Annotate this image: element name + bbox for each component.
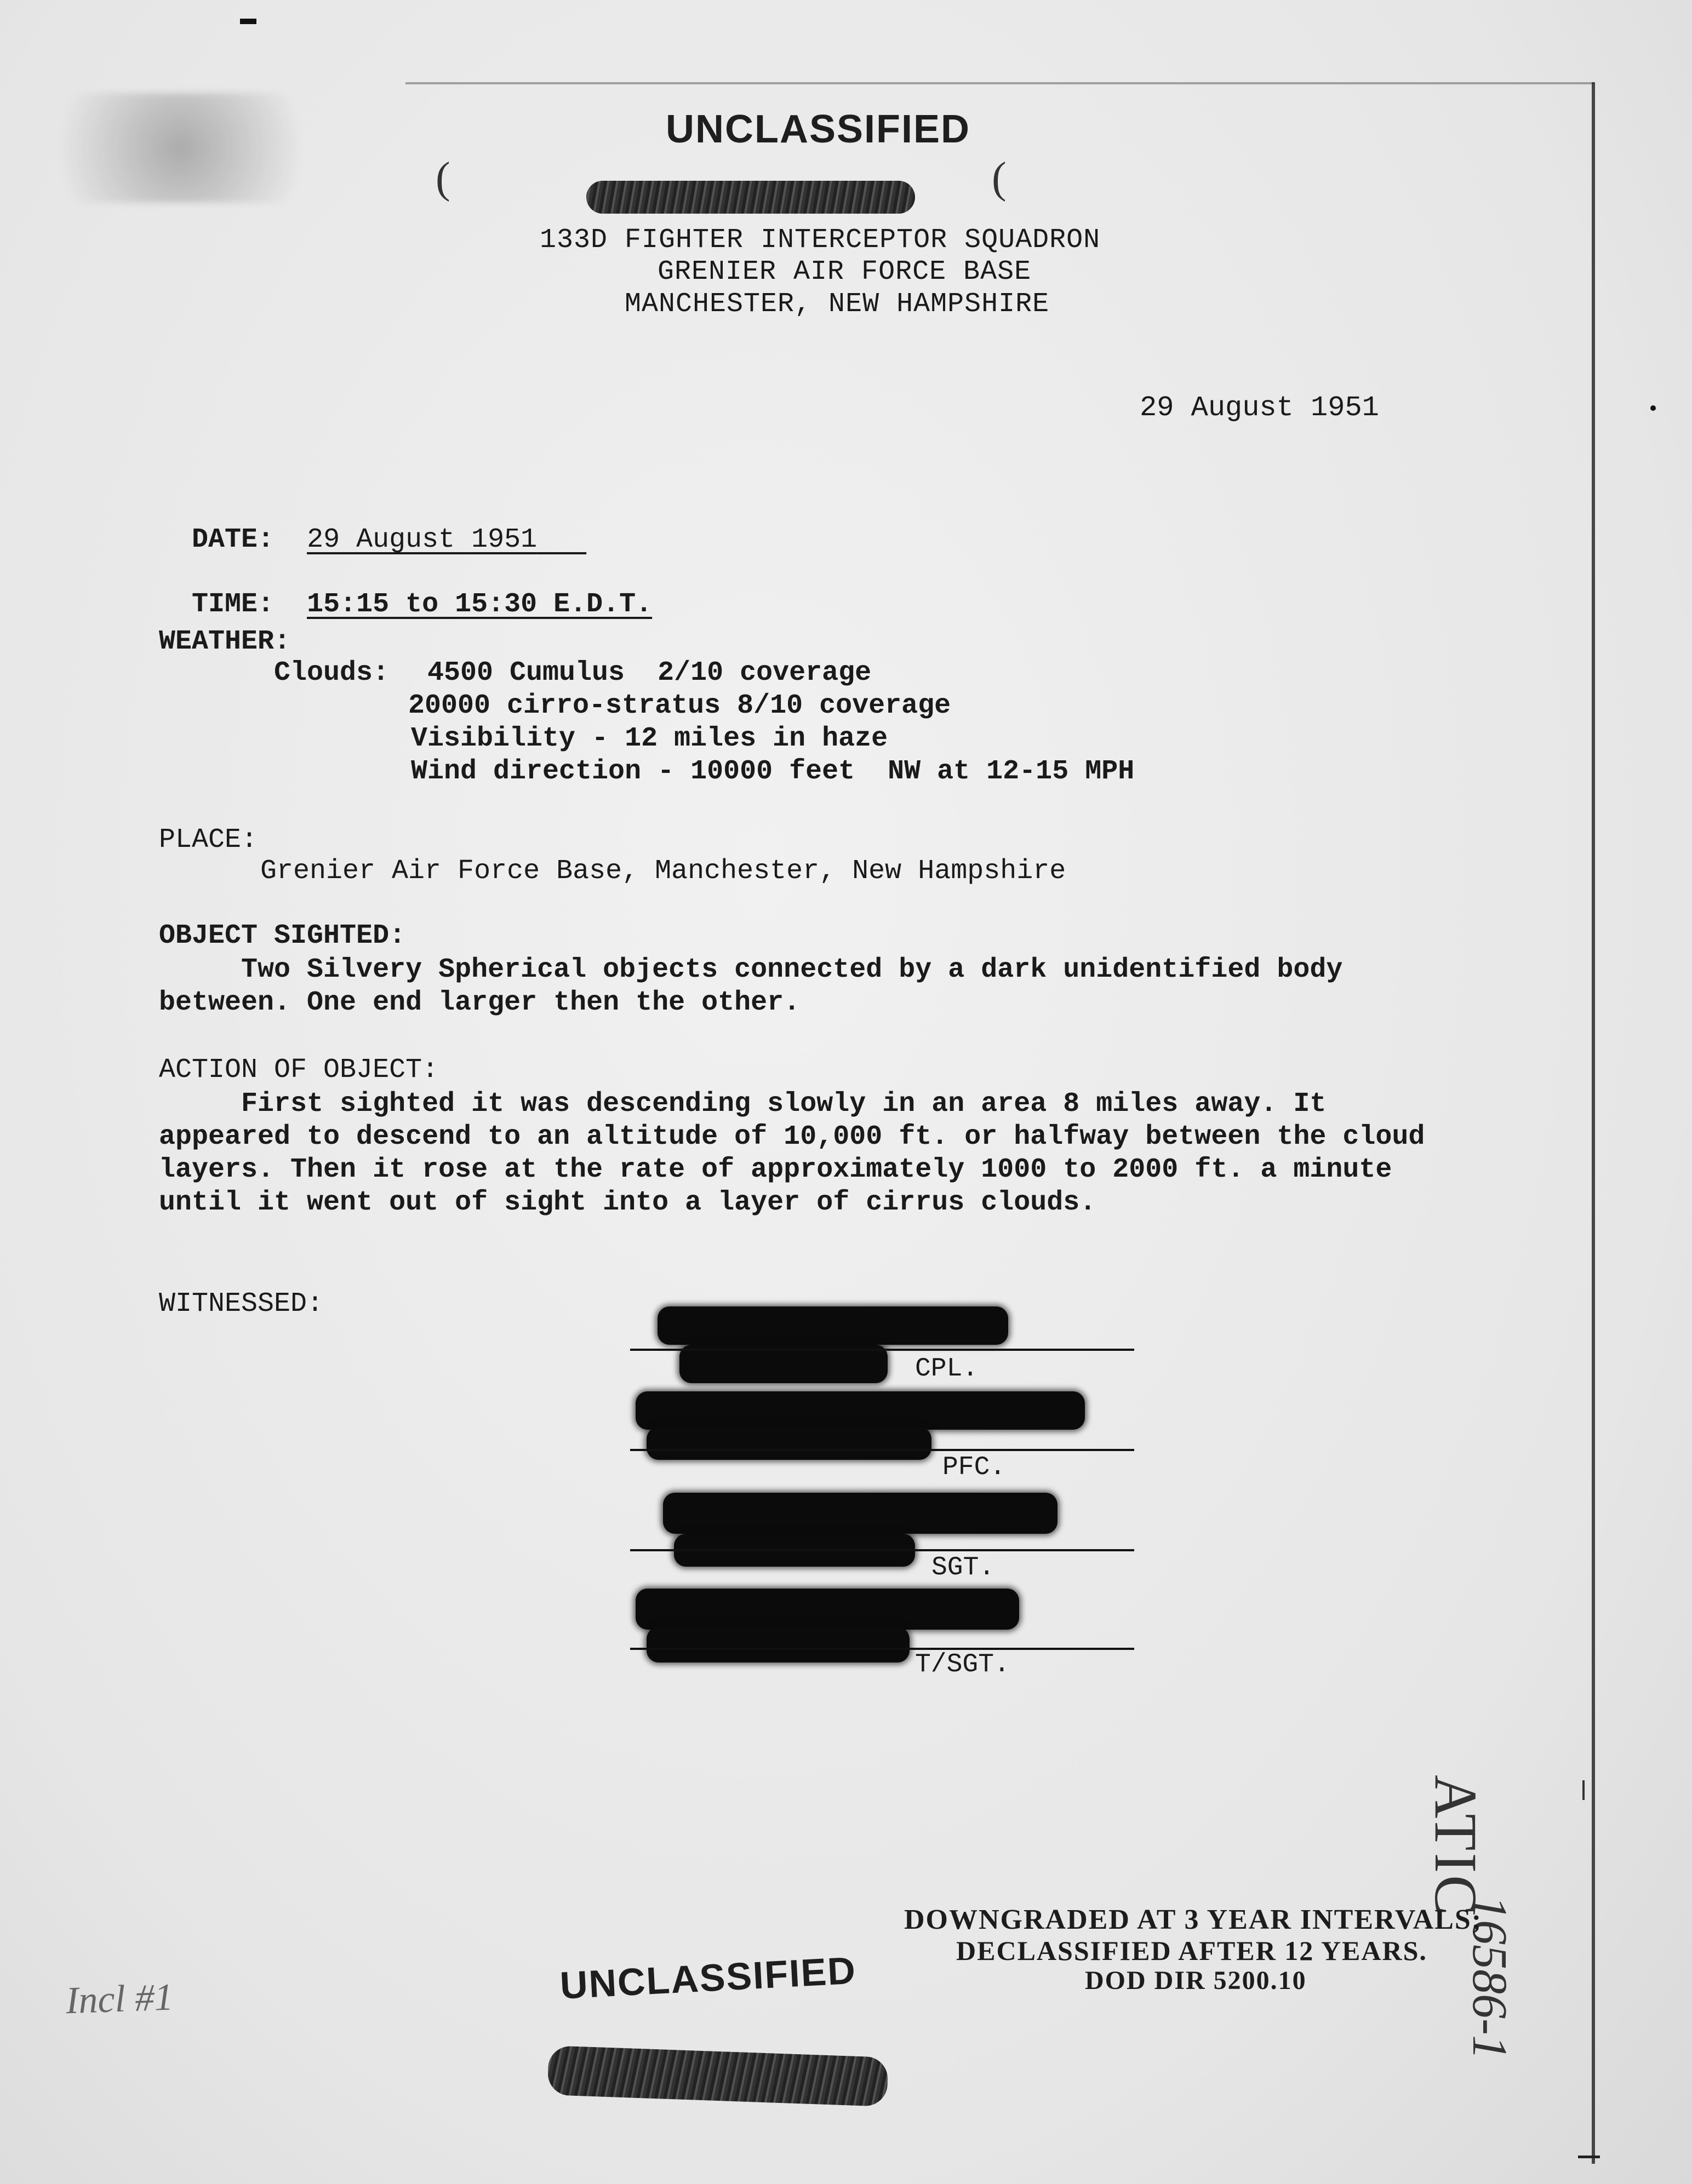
page-edge-right [1592, 82, 1595, 2164]
action-line-4: until it went out of sight into a layer of cirrus clouds. [159, 1187, 1096, 1218]
downgrade-line-3: DOD DIR 5200.10 [1085, 1966, 1307, 1995]
scan-dot [1650, 405, 1656, 411]
date-underline-pad [537, 524, 586, 555]
redaction-block [663, 1493, 1058, 1534]
date-label: DATE: [192, 524, 275, 555]
page-edge-bottom [1578, 2156, 1600, 2158]
redaction-block [647, 1627, 910, 1663]
object-line-2: between. One end larger then the other. [159, 987, 801, 1018]
weather-line-3: Visibility - 12 miles in haze [411, 723, 888, 754]
redaction-block [647, 1427, 931, 1460]
downgrade-line-1: DOWNGRADED AT 3 YEAR INTERVALS; [904, 1904, 1483, 1935]
weather-line-4: Wind direction - 10000 feet NW at 12-15 MPH [411, 756, 1135, 787]
rank-cpl: CPL. [915, 1354, 979, 1384]
weather-label: WEATHER: [159, 626, 291, 657]
handwritten-note: Incl #1 [65, 1976, 174, 2022]
signature-line [630, 1349, 1134, 1351]
action-line-1: First sighted it was descending slowly in an area 8 miles away. It [159, 1088, 1327, 1120]
unit-name: 133D FIGHTER INTERCEPTOR SQUADRON [540, 225, 1101, 256]
witnessed-label: WITNESSED: [159, 1288, 324, 1320]
signature-line [630, 1648, 1134, 1650]
redaction-block [636, 1391, 1085, 1430]
date-row [159, 493, 586, 555]
rank-tsgt: T/SGT. [915, 1650, 1010, 1679]
clouds-label: Clouds: [274, 657, 390, 689]
action-label: ACTION OF OBJECT: [159, 1054, 439, 1086]
downgrade-line-2: DECLASSIFIED AFTER 12 YEARS. [956, 1935, 1427, 1966]
rank-sgt: SGT. [931, 1553, 995, 1583]
time-row [159, 558, 652, 620]
action-line-2: appeared to descend to an altitude of 10,000 ft. or halfway between the cloud [159, 1121, 1425, 1153]
scan-tick [1582, 1780, 1585, 1800]
atic-stamp: ATIC [1422, 1775, 1489, 1918]
scan-smudge [49, 93, 378, 203]
place-value: Grenier Air Force Base, Manchester, New Hampshire [260, 856, 1066, 887]
weather-line-2: 20000 cirro-stratus 8/10 coverage [408, 690, 951, 721]
redaction-block [658, 1306, 1008, 1345]
rank-pfc: PFC. [942, 1453, 1006, 1482]
letter-date: 29 August 1951 [1140, 392, 1379, 424]
time-value: 15:15 to 15:30 E.D.T. [307, 589, 653, 620]
date-value: 29 August 1951 [307, 524, 538, 555]
struck-classification-top [586, 181, 915, 214]
signature-line [630, 1449, 1134, 1451]
object-label: OBJECT SIGHTED: [159, 920, 406, 951]
weather-line-1: 4500 Cumulus 2/10 coverage [427, 657, 872, 689]
time-label: TIME: [192, 589, 275, 620]
place-label: PLACE: [159, 824, 258, 856]
object-line-1: Two Silvery Spherical objects connected by a dark unidentified body [159, 954, 1343, 985]
base-location: MANCHESTER, NEW HAMPSHIRE [625, 289, 1050, 320]
page-edge-top [405, 82, 1594, 84]
scan-mark [240, 19, 256, 24]
action-line-3: layers. Then it rose at the rate of approximately 1000 to 2000 ft. a minute [159, 1154, 1392, 1185]
classification-stamp-top: UNCLASSIFIED [666, 107, 971, 151]
signature-line [630, 1549, 1134, 1551]
classification-stamp-bottom: UNCLASSIFIED [559, 1948, 858, 2007]
paren-left: ( [436, 154, 450, 202]
redaction-block [636, 1589, 1019, 1630]
atic-number: 16586-1 [1462, 1895, 1517, 2060]
paren-right: ( [992, 154, 1007, 202]
base-name: GRENIER AIR FORCE BASE [658, 256, 1032, 288]
